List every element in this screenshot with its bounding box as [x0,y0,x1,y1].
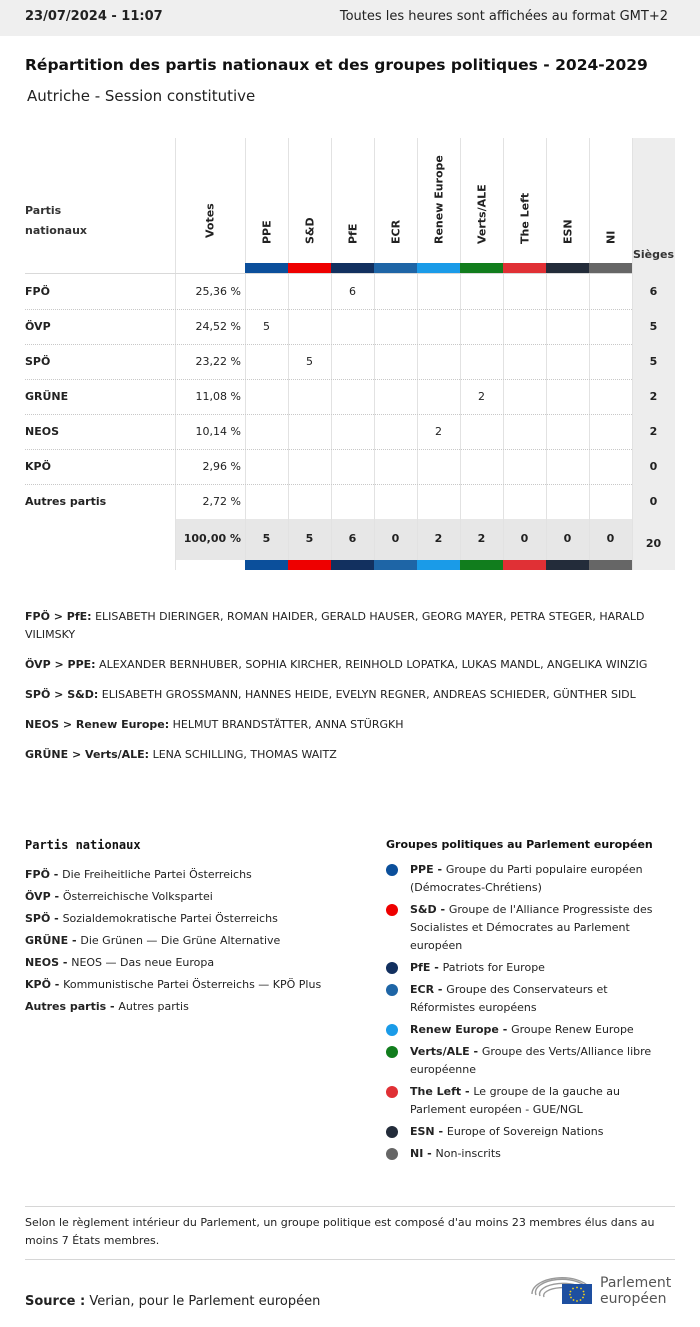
source-label: Source : [25,1294,86,1309]
party-full-name: Sozialdemokratische Partei Österreichs [62,912,278,925]
group-seat-count [331,414,374,449]
divider [25,1206,675,1207]
group-seat-count [503,484,546,519]
group-seat-count [546,274,589,309]
group-seat-count [331,484,374,519]
group-abbr: PPE - [410,863,446,876]
national-parties-legend [25,838,365,1018]
groups-legend-title: Groupes politiques au Parlement européen [386,838,653,851]
group-seat-count [288,274,331,309]
group-seat-count [503,274,546,309]
group-total: 6 [348,532,357,545]
seat-total: 0 [649,460,658,473]
member-names: ELISABETH GROSSMANN, HANNES HEIDE, EVELYN REGNER, ANDREAS SCHIEDER, GÜNTHER SIDL [98,688,636,701]
group-seat-count: 5 [306,355,313,368]
top-bar [0,0,700,36]
table-row [25,344,675,379]
group-entry [386,981,676,1017]
member-list [25,656,655,674]
party-abbr: ÖVP - [25,890,63,903]
party-name: GRÜNE [25,390,69,403]
group-header-label: PfE [346,223,359,244]
group-header-label: ESN [561,219,574,244]
party-abbr: SPÖ - [25,912,63,925]
member-list-label: GRÜNE > Verts/ALE: [25,748,150,761]
member-names: HELMUT BRANDSTÄTTER, ANNA STÜRGKH [169,718,404,731]
group-total: 0 [606,532,615,545]
group-seat-count [503,344,546,379]
group-seat-count [374,274,417,309]
party-abbr: FPÖ - [25,868,63,881]
member-names: LENA SCHILLING, THOMAS WAITZ [149,748,337,761]
group-column-header [546,138,589,273]
group-color-bar [589,263,632,273]
national-party-entry [25,930,365,952]
member-list [25,686,655,704]
group-seat-count [589,344,632,379]
group-column-header [503,138,546,273]
group-column-header [589,138,632,273]
vote-share: 10,14 % [195,425,241,438]
group-header-label: S&D [303,217,316,244]
group-seat-count [245,274,288,309]
group-color-bar [288,263,331,273]
group-seat-count [589,379,632,414]
table-row [25,414,675,449]
group-seat-count [503,414,546,449]
group-column-header [374,138,417,273]
group-color-bar [245,263,288,273]
group-seat-count [417,274,460,309]
group-seat-count [589,484,632,519]
group-seat-count [331,344,374,379]
group-header-label: ECR [389,219,402,244]
group-seat-count: 6 [349,285,356,298]
table-row [25,309,675,344]
group-entry [386,1145,676,1163]
group-seat-count [460,414,503,449]
seat-total: 5 [649,355,658,368]
group-seat-count [417,309,460,344]
group-abbr: The Left - [410,1085,474,1098]
group-full-name: Groupe des Conservateurs et Réformistes européens [410,983,608,1014]
group-entry [386,1123,676,1141]
group-abbr: Renew Europe - [410,1023,512,1036]
member-list [25,716,655,734]
group-color-bar [245,560,288,570]
group-seat-count: 2 [478,390,485,403]
group-seat-count [288,414,331,449]
party-name: KPÖ [25,460,51,473]
group-seat-count [589,414,632,449]
national-party-entry [25,996,365,1018]
vote-share: 2,72 % [202,495,241,508]
group-full-name: Groupe du Parti populaire européen (Démocrates-Chrétiens) [410,863,643,894]
party-column-header: Partis nationaux [25,204,88,237]
party-full-name: Die Freiheitliche Partei Österreichs [62,868,252,881]
party-abbr: KPÖ - [25,978,64,991]
group-color-dot [386,904,398,916]
group-seat-count [288,309,331,344]
source [25,1294,320,1309]
group-full-name: Groupe Renew Europe [511,1023,634,1036]
party-name: FPÖ [25,285,50,298]
group-column-header [288,138,331,273]
group-seat-count [374,344,417,379]
group-seat-count [374,449,417,484]
group-header-label: Renew Europe [432,155,445,244]
group-column-header [417,138,460,273]
table-row [25,484,675,519]
group-color-bar [546,263,589,273]
group-full-name: Patriots for Europe [442,961,545,974]
group-total: 2 [477,532,486,545]
group-header-label: The Left [518,192,531,244]
group-seat-count [503,449,546,484]
group-seat-count [374,379,417,414]
hemicycle-icon [528,1268,594,1308]
group-seat-count [589,309,632,344]
group-seat-count [331,379,374,414]
party-name: Autres partis [25,495,107,508]
logo-line-1: Parlement [600,1275,672,1291]
group-seat-count [546,414,589,449]
parliament-logo [528,1268,678,1308]
group-total: 0 [520,532,529,545]
party-name: SPÖ [25,355,51,368]
group-seat-count [417,379,460,414]
group-color-bar [417,263,460,273]
table-row [25,274,675,309]
party-abbr: GRÜNE - [25,934,81,947]
member-list [25,608,655,644]
seat-total: 5 [649,320,658,333]
vote-share: 24,52 % [195,320,241,333]
group-color-dot [386,1024,398,1036]
timezone-note: Toutes les heures sont affichées au format GMT+2 [339,9,668,24]
group-seat-count [503,379,546,414]
group-header-label: Verts/ALE [475,184,488,244]
group-abbr: NI - [410,1147,436,1160]
group-column-header [331,138,374,273]
group-seat-count: 2 [435,425,442,438]
group-full-name: Europe of Sovereign Nations [446,1125,604,1138]
national-party-entry [25,908,365,930]
party-name: NEOS [25,425,59,438]
group-seat-count [417,484,460,519]
party-full-name: Kommunistische Partei Österreichs — KPÖ Plus [63,978,322,991]
group-total: 5 [305,532,314,545]
group-color-bar [546,560,589,570]
national-party-entry [25,886,365,908]
group-color-bar [503,263,546,273]
group-entry [386,959,676,977]
group-seat-count [417,344,460,379]
seat-total: 6 [649,285,658,298]
group-total: 0 [563,532,572,545]
group-color-dot [386,1148,398,1160]
group-seat-count [460,344,503,379]
member-list-label: ÖVP > PPE: [25,658,96,671]
total-votes: 100,00 % [183,532,241,545]
logo-line-2: européen [600,1291,667,1307]
source-text: Verian, pour le Parlement européen [85,1294,321,1309]
group-seat-count [460,274,503,309]
party-full-name: NEOS — Das neue Europa [71,956,215,969]
group-column-header [245,138,288,273]
group-abbr: S&D - [410,903,449,916]
vote-share: 2,96 % [202,460,241,473]
votes-header-label: Votes [203,203,217,238]
national-party-entry [25,864,365,886]
group-header-label: NI [604,230,617,244]
group-abbr: ECR - [410,983,447,996]
group-abbr: PfE - [410,961,443,974]
group-seat-count [331,449,374,484]
votes-column-header [175,138,245,273]
seat-total: 2 [649,390,658,403]
group-color-dot [386,1086,398,1098]
group-color-bar [288,560,331,570]
total-seats: 20 [645,537,662,550]
vote-share: 23,22 % [195,355,241,368]
group-entry [386,861,676,897]
group-seat-count [546,379,589,414]
party-full-name: Autres partis [118,1000,189,1013]
group-color-bar [417,560,460,570]
group-seat-count [503,309,546,344]
group-full-name: Groupe de l'Alliance Progressiste des Socialistes et Démocrates au Parlement européen [410,903,653,952]
group-color-bar [460,263,503,273]
group-color-dot [386,984,398,996]
vote-share: 25,36 % [195,285,241,298]
group-column-header [460,138,503,273]
group-seat-count [374,484,417,519]
table-row [25,379,675,414]
page-title: Répartition des partis nationaux et des groupes politiques - 2024-2029 [25,56,648,74]
seat-total: 2 [649,425,658,438]
group-color-bar [374,560,417,570]
group-color-bar [589,560,632,570]
elected-members [25,608,655,776]
table-row [25,449,675,484]
timestamp: 23/07/2024 - 11:07 [25,9,163,24]
group-seat-count [589,449,632,484]
group-color-dot [386,864,398,876]
member-list [25,746,655,764]
group-color-bar [503,560,546,570]
group-full-name: Non-inscrits [435,1147,501,1160]
group-entry [386,1043,676,1079]
group-full-name: Le groupe de la gauche au Parlement européen - GUE/NGL [410,1085,621,1116]
group-seat-count [374,309,417,344]
party-abbr: Autres partis - [25,1000,119,1013]
group-color-dot [386,962,398,974]
page-subtitle: Autriche - Session constitutive [27,87,256,105]
group-seat-count [245,449,288,484]
group-seat-count [460,309,503,344]
group-color-dot [386,1126,398,1138]
group-abbr: ESN - [410,1125,447,1138]
national-legend-title: Partis nationaux [25,838,141,852]
group-color-bar [374,263,417,273]
group-color-bar [331,263,374,273]
group-abbr: Verts/ALE - [410,1045,482,1058]
group-seat-count [288,484,331,519]
group-seat-count [288,379,331,414]
group-total: 2 [434,532,443,545]
group-entry [386,901,676,955]
group-entry [386,1083,676,1119]
group-entry [386,1021,676,1039]
vote-share: 11,08 % [195,390,241,403]
group-seat-count [460,449,503,484]
group-seat-count [460,484,503,519]
party-full-name: Österreichische Volkspartei [62,890,213,903]
party-full-name: Die Grünen — Die Grüne Alternative [80,934,281,947]
seat-total: 0 [649,495,658,508]
group-seat-count [546,449,589,484]
member-list-label: FPÖ > PfE: [25,610,92,623]
group-seat-count [288,449,331,484]
group-seat-count: 5 [263,320,270,333]
group-color-bar [331,560,374,570]
group-rule-note: Selon le règlement intérieur du Parlement, un groupe politique est composé d'au moins 23 membres élus dans au moins 7 États membres. [25,1216,655,1247]
group-full-name: Groupe des Verts/Alliance libre européenne [410,1045,652,1076]
group-total: 5 [262,532,271,545]
member-list-label: NEOS > Renew Europe: [25,718,170,731]
group-seat-count [374,414,417,449]
national-party-entry [25,974,365,996]
member-names: ALEXANDER BERNHUBER, SOPHIA KIRCHER, REINHOLD LOPATKA, LUKAS MANDL, ANGELIKA WINZIG [95,658,648,671]
member-list-label: SPÖ > S&D: [25,688,99,701]
party-abbr: NEOS - [25,956,72,969]
national-party-entry [25,952,365,974]
seats-column-header: Sièges [632,248,675,261]
group-header-label: PPE [260,220,273,244]
group-seat-count [546,484,589,519]
logo-text [600,1275,671,1307]
group-seat-count [417,449,460,484]
group-seat-count [245,414,288,449]
group-color-bar [460,560,503,570]
group-seat-count [546,344,589,379]
group-seat-count [589,274,632,309]
group-color-dot [386,1046,398,1058]
member-names: ELISABETH DIERINGER, ROMAN HAIDER, GERALD HAUSER, GEORG MAYER, PETRA STEGER, HARALD VILIMSKY [25,610,645,641]
group-seat-count [245,484,288,519]
group-total: 0 [391,532,400,545]
groups-legend [386,838,676,1167]
group-seat-count [331,309,374,344]
results-table [25,138,675,570]
party-name: ÖVP [25,320,51,333]
group-seat-count [546,309,589,344]
group-seat-count [245,344,288,379]
divider [25,1259,675,1260]
group-seat-count [245,379,288,414]
